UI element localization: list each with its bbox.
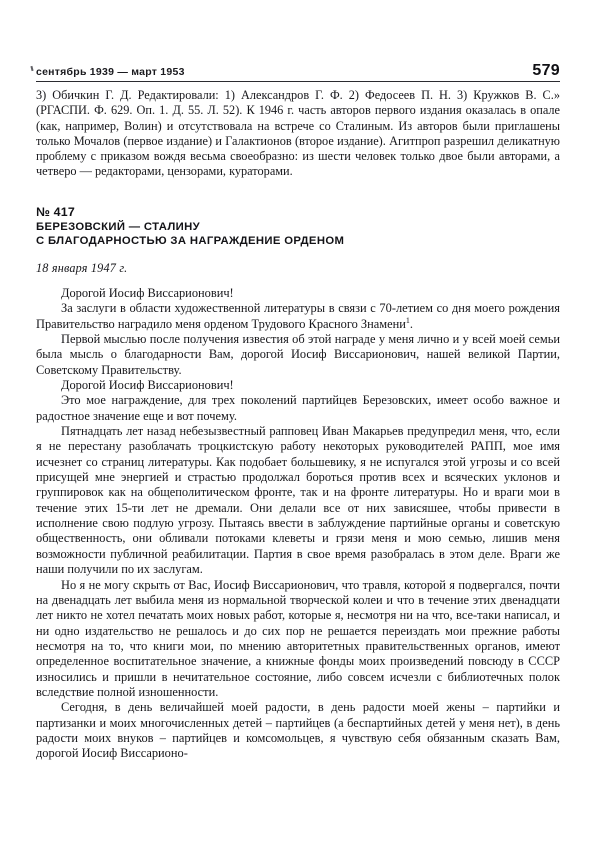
running-head [36,62,560,82]
document-heading-block [36,205,560,249]
body-paragraph-1 [36,301,560,332]
body-paragraph-1-text: За заслуги в области художественной литературы в связи с 70-летием со дня моего рождения Правительство наградило меня орденом Трудового Красного Знамени [36,301,560,331]
footnote-marker: 1 [405,315,410,325]
salutation-second: Дорогой Иосиф Виссарионович! [61,378,234,393]
margin-scan-mark [30,66,33,71]
page-number: 579 [532,62,560,79]
body-paragraph-6: Сегодня, в день величайшей моей радости, в день радости моей жены – партийки и партизанки и моих многочисленных детей – партийцев (а беспартийных детей у меня нет), в день радости моих внуков – партийцев и комсомольцев, я чувствую себя обязанным сказать Вам, дорогой Иосиф Виссарионо- [36,700,560,761]
document-title-line-2: С БЛАГОДАРНОСТЬЮ ЗА НАГРАЖДЕНИЕ ОРДЕНОМ [36,235,345,248]
body-paragraph-3: Это мое награждение, для трех поколений партийцев Березовских, имеет особо важное и радостное значение еще и вот почему. [36,393,560,423]
body-paragraph-4: Пятнадцать лет назад небезызвестный рапповец Иван Макарьев предупредил меня, что, если я не перестану разоблачать троцкистскую работу некоторых руководителей РАПП, мое имя исчезнет со страниц литературы. Как подобает большевику, я не испугался этой угрозы и со всей присущей мне энергией и страстью продолжал бороться против всех и всяческих уклонов и группировок как на общеполитическом фронте, так и на фронте литературы. Но и враги мои в течение этих 15-ти лет не дремали. Они делали все от них зависяшее, чтобы привести в исполнение свою подлую угрозу. Пытаясь ввести в заблуждение партийные органы и советскую общественность, они обливали потоками клеветы и грязи меня и мою семью, лишив меня возможности публичной реабилитации. Партия в свое время разобралась в этом деле. Враги же наши получили по их заслугам. [36,424,560,577]
text-column [36,88,560,762]
editorial-note-paragraph: 3) Обичкин Г. Д. Редактировали: 1) Александров Г. Ф. 2) Федосеев П. Н. 3) Кружков В. С.» (РГАСПИ. Ф. 629. Оп. 1. Д. 55. Л. 52). К 1946 г. часть авторов первого издания оказалась в опале (как, например, Волин) и отсутствовала на встрече со Сталиным. Из авторов были приглашены только Мочалов (первое издание) и Галактионов (второе издание). Агитпроп разрешил деликатную проблему с приказом вождя весьма своеобразно: из шести человек только двое были авторами, а четверо — редакторами, цензорами, кураторами. [36,88,560,179]
body-paragraph-1-tail: . [409,316,413,331]
body-paragraph-2: Первой мыслью после получения известия об этой награде у меня лично и у всей моей семьи была мысль о благодарности Вам, дорогой Иосиф Виссарионович, нашей великой Партии, Советскому Правительству. [36,332,560,377]
document-title-line-1: БЕРЕЗОВСКИЙ — СТАЛИНУ [36,220,200,233]
header-rule [36,81,560,82]
document-dateline: 18 января 1947 г. [36,260,128,275]
running-head-title: сентябрь 1939 — март 1953 [36,66,185,78]
document-number: № 417 [36,204,75,219]
body-paragraph-5: Но я не могу скрыть от Вас, Иосиф Виссарионович, что травля, которой я подвергался, почти на двенадцать лет выбила меня из нормальной творческой колеи и что в течение этих двенадцати лет никто не хотел печатать моих новых работ, которые я, несмотря ни на что, все-таки написал, и ни одно издательство не решалось и до сих пор не решается переиздать мои прежние работы несмотря на то, что книги мои, по мнению авторитетных правительственных органов, имеют определенное воспитательное значение, а книжные фонды моих произведений повсюду в СССР износились и пришли в нечитательное состояние, либо совсем исчезли с библиотечных полок вследствие полной изношенности. [36,577,560,699]
salutation-first: Дорогой Иосиф Виссарионович! [61,285,234,300]
